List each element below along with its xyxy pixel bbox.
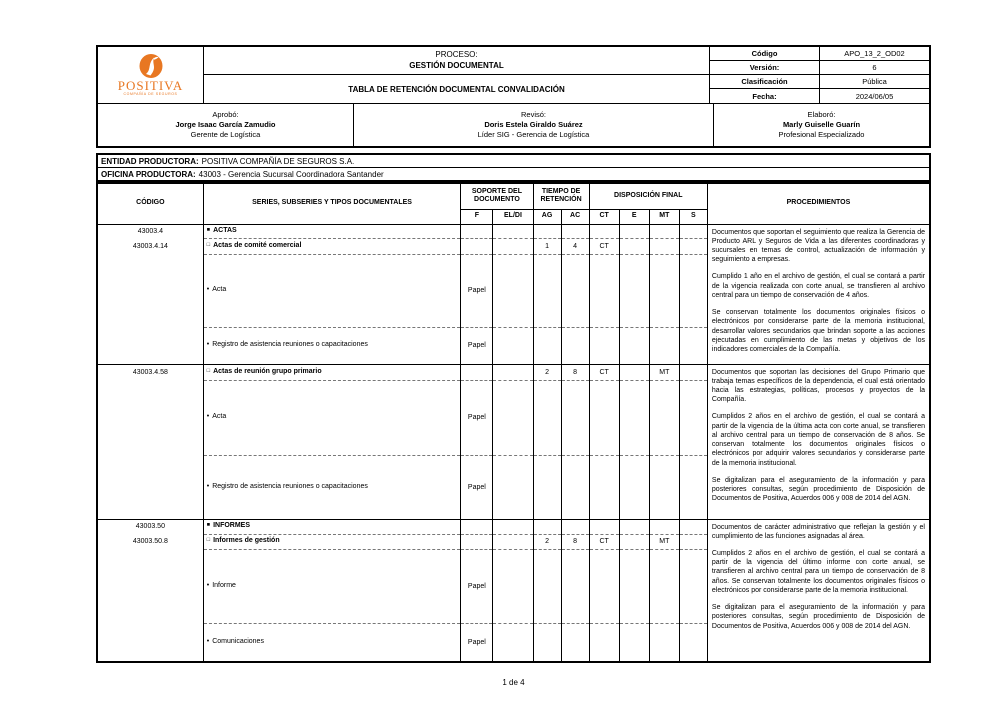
e-cell	[619, 327, 649, 364]
s-cell	[679, 623, 707, 662]
meta-label-fecha: Fecha:	[709, 89, 819, 103]
positiva-logo-icon	[134, 53, 168, 79]
tipo-bullet-icon: •	[206, 286, 210, 294]
process-label: PROCESO:	[435, 50, 478, 60]
ac-cell	[561, 380, 589, 455]
signature-role: Aprobó:	[212, 109, 239, 119]
procedure-paragraph: Se digitalizan para el aseguramiento de la información y para posteriores consultas, según procedimiento de Disposición de Documentos de Positiva, Acuerdos 006 y 008 de 2014 del AGN.	[711, 476, 925, 503]
series-label: Informes de gestión	[213, 537, 280, 545]
s-cell	[679, 549, 707, 623]
meta-value-clasificacion: Pública	[819, 75, 929, 89]
header-soporte: SOPORTE DEL DOCUMENTO	[461, 183, 533, 209]
meta-label-clasificacion: Clasificación	[709, 75, 819, 89]
eldi-cell	[493, 224, 533, 238]
series-block	[97, 224, 930, 364]
oficina-productora-value: 43003 - Gerencia Sucursal Coordinadora Santander	[198, 169, 384, 179]
header-e: E	[619, 209, 649, 224]
ag-cell	[533, 455, 561, 519]
eldi-cell	[493, 549, 533, 623]
s-cell	[679, 455, 707, 519]
ac-cell	[561, 623, 589, 662]
ac-cell: 4	[561, 238, 589, 254]
subserie-bullet-icon: □	[206, 367, 211, 374]
header-s: S	[679, 209, 707, 224]
signature-reviso	[353, 104, 713, 146]
ag-cell	[533, 327, 561, 364]
s-cell	[679, 327, 707, 364]
ct-cell	[589, 254, 619, 327]
signature-name: Marly Guiselle Guarín	[782, 119, 861, 129]
mt-cell	[649, 327, 679, 364]
page-number: 1 de 4	[502, 678, 525, 687]
s-cell	[679, 519, 707, 534]
code-cell: 43003.50.8	[97, 534, 203, 549]
e-cell	[619, 224, 649, 238]
f-cell	[461, 238, 493, 254]
header-ac: AC	[561, 209, 589, 224]
mt-cell	[649, 380, 679, 455]
code-cell	[97, 455, 203, 519]
s-cell	[679, 254, 707, 327]
ag-cell: 2	[533, 364, 561, 380]
signature-title: Líder SIG - Gerencia de Logística	[477, 130, 590, 140]
procedure-paragraph: Cumplidos 2 años en el archivo de gestión, el cual se contará a partir de la vigencia de la última acta con corte anual, se transfieren al archivo central para un tiempo de conservación de 8 años. Se conservan totalmente los documentos originales físicos o electrónicos por adquirir valores secundarios y considerarse parte de la memoria institucional.	[711, 413, 925, 467]
ct-cell	[589, 549, 619, 623]
ct-cell	[589, 623, 619, 662]
signature-elaboro	[713, 104, 929, 146]
series-block	[97, 364, 930, 519]
e-cell	[619, 364, 649, 380]
mt-cell	[649, 549, 679, 623]
producer-section	[96, 153, 931, 182]
entidad-productora-value: POSITIVA COMPAÑÍA DE SEGUROS S.A.	[201, 156, 355, 166]
ag-cell: 2	[533, 534, 561, 549]
eldi-cell	[493, 364, 533, 380]
series-label: Actas de reunión grupo primario	[213, 367, 322, 375]
ac-cell	[561, 549, 589, 623]
series-cell	[203, 327, 461, 364]
header-ag: AG	[533, 209, 561, 224]
procedure-paragraph: Documentos de carácter administrativo que reflejan la gestión y el cumplimiento de las funciones asignadas al área.	[711, 523, 925, 540]
eldi-cell	[493, 519, 533, 534]
header-codigo: CÓDIGO	[97, 183, 203, 224]
code-cell	[97, 327, 203, 364]
logo-tagline: COMPAÑÍA DE SEGUROS	[123, 92, 178, 97]
ct-cell: CT	[589, 364, 619, 380]
ct-cell: CT	[589, 238, 619, 254]
series-label: Actas de comité comercial	[213, 241, 302, 249]
entidad-productora-label: ENTIDAD PRODUCTORA:	[101, 156, 199, 166]
document-page	[96, 45, 931, 687]
procedure-paragraph: Documentos que soportan el seguimiento que realiza la Gerencia de Producto ARL y Seguros de Vida a las diferentes coordinadoras y sucursales en temas de control, actualización de información y seguimiento a empresas.	[711, 228, 925, 264]
series-label: Registro de asistencia reuniones o capacitaciones	[212, 482, 368, 490]
series-cell	[203, 238, 461, 254]
ac-cell: 8	[561, 534, 589, 549]
f-cell	[461, 364, 493, 380]
code-cell	[97, 254, 203, 327]
meta-value-codigo: APO_13_2_OD02	[819, 47, 929, 61]
eldi-cell	[493, 380, 533, 455]
code-cell	[97, 549, 203, 623]
ag-cell	[533, 549, 561, 623]
series-cell	[203, 254, 461, 327]
signature-title: Profesional Especializado	[778, 130, 865, 140]
e-cell	[619, 238, 649, 254]
ct-cell	[589, 519, 619, 534]
f-cell: Papel	[461, 380, 493, 455]
header-retencion: TIEMPO DE RETENCIÓN	[533, 183, 589, 209]
meta-value-version: 6	[819, 61, 929, 75]
retention-table	[96, 182, 931, 663]
eldi-cell	[493, 623, 533, 662]
e-cell	[619, 549, 649, 623]
eldi-cell	[493, 534, 533, 549]
series-cell	[203, 623, 461, 662]
code-cell	[97, 380, 203, 455]
f-cell: Papel	[461, 455, 493, 519]
procedures-cell	[707, 224, 930, 364]
e-cell	[619, 380, 649, 455]
series-label: ACTAS	[213, 226, 237, 234]
mt-cell	[649, 224, 679, 238]
tipo-bullet-icon: •	[206, 482, 210, 490]
header-mt: MT	[649, 209, 679, 224]
eldi-cell	[493, 238, 533, 254]
ct-cell	[589, 327, 619, 364]
ag-cell	[533, 380, 561, 455]
code-cell: 43003.50	[97, 519, 203, 534]
meta-value-fecha: 2024/06/05	[819, 89, 929, 103]
ag-cell	[533, 623, 561, 662]
mt-cell	[649, 238, 679, 254]
ac-cell: 8	[561, 364, 589, 380]
s-cell	[679, 380, 707, 455]
s-cell	[679, 364, 707, 380]
e-cell	[619, 534, 649, 549]
eldi-cell	[493, 455, 533, 519]
code-cell: 43003.4	[97, 224, 203, 238]
table-row	[97, 224, 930, 238]
s-cell	[679, 534, 707, 549]
procedure-paragraph: Documentos que soportan las decisiones del Grupo Primario que trabaja temas específicos de la dependencia, el cual está orientado hacia las estrategias, políticas, procesos y proyectos de la Compañía.	[711, 368, 925, 404]
series-cell	[203, 534, 461, 549]
procedures-cell	[707, 519, 930, 662]
serie-bullet-icon: ■	[206, 226, 211, 233]
ac-cell	[561, 327, 589, 364]
subserie-bullet-icon: □	[206, 241, 211, 248]
logo-cell	[98, 47, 204, 103]
signature-role: Elaboró:	[807, 109, 836, 119]
header-top	[98, 47, 929, 103]
logo-wordmark: POSITIVA	[117, 78, 184, 94]
header-disposicion: DISPOSICIÓN FINAL	[589, 183, 707, 209]
code-cell: 43003.4.58	[97, 364, 203, 380]
oficina-productora-row	[98, 168, 929, 180]
code-cell: 43003.4.14	[97, 238, 203, 254]
f-cell	[461, 534, 493, 549]
meta-label-codigo: Código	[709, 47, 819, 61]
mt-cell	[649, 254, 679, 327]
f-cell	[461, 519, 493, 534]
oficina-productora-label: OFICINA PRODUCTORA:	[101, 169, 196, 179]
procedure-paragraph: Se digitalizan para el aseguramiento de la información y para posteriores consultas, según procedimiento de Disposición de Documentos de Positiva, Acuerdos 006 y 008 de 2014 del AGN.	[711, 604, 925, 630]
series-cell	[203, 380, 461, 455]
procedure-paragraph: Cumplido 1 año en el archivo de gestión, el cual se contará a partir de la vigencia realizada con corte anual, se transfieren al archivo central para un tiempo de conservación de 4 años.	[711, 273, 925, 299]
mt-cell	[649, 623, 679, 662]
ag-cell	[533, 254, 561, 327]
s-cell	[679, 238, 707, 254]
ag-cell	[533, 224, 561, 238]
code-cell	[97, 623, 203, 662]
ag-cell: 1	[533, 238, 561, 254]
ct-cell	[589, 380, 619, 455]
header-ct: CT	[589, 209, 619, 224]
header-f: F	[461, 209, 493, 224]
e-cell	[619, 519, 649, 534]
series-cell	[203, 519, 461, 534]
header-series: SERIES, SUBSERIES Y TIPOS DOCUMENTALES	[203, 183, 461, 224]
tipo-bullet-icon: •	[206, 413, 210, 421]
series-label: INFORMES	[213, 522, 251, 530]
table-header	[97, 183, 930, 224]
series-block	[97, 519, 930, 662]
table-row	[97, 519, 930, 534]
f-cell: Papel	[461, 549, 493, 623]
ct-cell: CT	[589, 534, 619, 549]
f-cell: Papel	[461, 623, 493, 662]
series-label: Acta	[212, 286, 227, 294]
ac-cell	[561, 519, 589, 534]
subserie-bullet-icon: □	[206, 537, 211, 544]
e-cell	[619, 623, 649, 662]
entidad-productora-row	[98, 155, 929, 168]
tipo-bullet-icon: •	[206, 581, 210, 589]
document-header	[96, 45, 931, 148]
ag-cell	[533, 519, 561, 534]
signature-band	[98, 103, 929, 146]
series-label: Informe	[212, 581, 236, 589]
f-cell: Papel	[461, 327, 493, 364]
series-cell	[203, 455, 461, 519]
header-procedimientos: PROCEDIMIENTOS	[707, 183, 930, 224]
mt-cell	[649, 519, 679, 534]
f-cell: Papel	[461, 254, 493, 327]
signature-name: Doris Estela Giraldo Suárez	[484, 119, 583, 129]
series-cell	[203, 224, 461, 238]
series-label: Acta	[212, 413, 227, 421]
signature-aprobo	[98, 104, 353, 146]
tipo-bullet-icon: •	[206, 638, 210, 646]
header-eldi: EL/DI	[493, 209, 533, 224]
process-cell	[204, 47, 709, 75]
f-cell	[461, 224, 493, 238]
eldi-cell	[493, 327, 533, 364]
e-cell	[619, 455, 649, 519]
series-label: Registro de asistencia reuniones o capacitaciones	[212, 341, 368, 349]
ct-cell	[589, 455, 619, 519]
e-cell	[619, 254, 649, 327]
signature-title: Gerente de Logística	[190, 130, 261, 140]
s-cell	[679, 224, 707, 238]
procedure-paragraph: Cumplidos 2 años en el archivo de gestión, el cual se contará a partir de la vigencia del último informe con corte anual, se transfieren al archivo central para un tiempo de conservación de 8 años. Se conservan totalmente los documentos originales físicos o electrónicos por considerarse parte de la memoria institucional.	[711, 549, 925, 594]
procedures-cell	[707, 364, 930, 519]
ac-cell	[561, 224, 589, 238]
ct-cell	[589, 224, 619, 238]
document-title: TABLA DE RETENCIÓN DOCUMENTAL CONVALIDACIÓN	[348, 84, 565, 94]
ac-cell	[561, 455, 589, 519]
series-cell	[203, 549, 461, 623]
signature-name: Jorge Isaac García Zamudio	[175, 119, 276, 129]
series-cell	[203, 364, 461, 380]
mt-cell: MT	[649, 534, 679, 549]
eldi-cell	[493, 254, 533, 327]
ac-cell	[561, 254, 589, 327]
meta-label-version: Versión:	[709, 61, 819, 75]
signature-role: Revisó:	[520, 109, 546, 119]
table-row	[97, 364, 930, 380]
serie-bullet-icon: ■	[206, 522, 211, 529]
mt-cell: MT	[649, 364, 679, 380]
mt-cell	[649, 455, 679, 519]
procedure-paragraph: Se conservan totalmente los documentos originales físicos o electrónicos por considerarse parte de la memoria institucional, desarrollar valores secundarios que brindan soporte a las acciones ejecutadas en cumplimiento de las metas y objetivos de los indicadores comerciales de la Compañía.	[711, 309, 925, 354]
process-name: GESTIÓN DOCUMENTAL	[409, 60, 504, 70]
series-label: Comunicaciones	[212, 638, 264, 646]
tipo-bullet-icon: •	[206, 341, 210, 349]
